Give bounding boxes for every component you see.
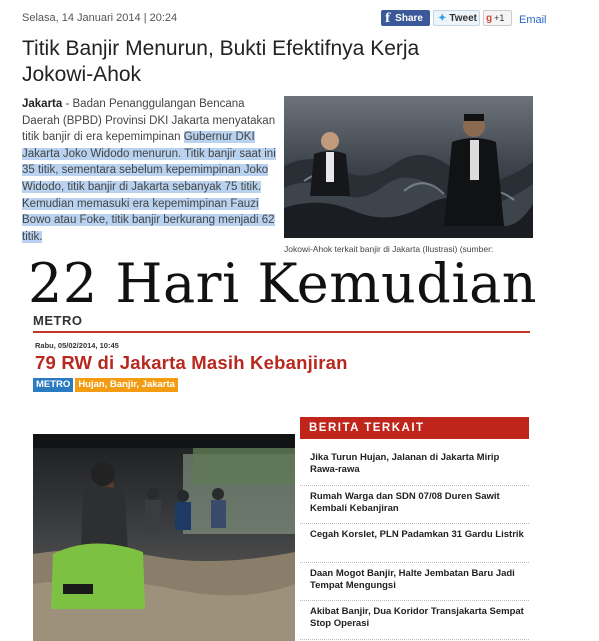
share-bar: [381, 9, 547, 27]
flood-illustration-image: [284, 96, 533, 238]
overlay-title: 22 Hari Kemudian: [28, 252, 538, 315]
google-plus-icon: g: [486, 12, 493, 24]
related-news-item[interactable]: Jika Turun Hujan, Jalanan di Jakarta Mirip Rawa-rawa: [300, 447, 529, 486]
related-news-item[interactable]: Cegah Korslet, PLN Padamkan 31 Gardu Listrik: [300, 524, 529, 563]
facebook-icon: f: [385, 11, 391, 25]
facebook-share-label: Share: [395, 12, 423, 24]
related-news-heading: BERITA TERKAIT: [300, 417, 529, 439]
section-label[interactable]: METRO: [33, 313, 83, 328]
article-body: [22, 96, 278, 245]
article-title: Titik Banjir Menurun, Bukti Efektifnya Kerja Jokowi-Ahok: [22, 37, 420, 86]
article-dateline: Selasa, 14 Januari 2014 | 20:24: [22, 12, 178, 24]
article-photo-caption: Jokowi-Ahok terkait banjir di Jakarta (Ilustrasi) (sumber:: [284, 244, 494, 254]
section-divider: [33, 331, 530, 333]
tweet-button[interactable]: [433, 10, 480, 26]
article-body-highlighted: Gubernur DKI Jakarta Joko Widodo menurun. Titik banjir saat ini 35 titik, sementara sebelum kepemimpinan Joko Widodo, titik banjir di Jakarta sebanyak 75 titik. Kemudian memasuki era kepemimpinan Fauzi Bowo atau Foke, titik banjir berkurang menjadi 62 titik.: [22, 131, 276, 243]
tweet-label: Tweet: [449, 12, 477, 24]
twitter-bird-icon: ✦: [438, 12, 447, 24]
article-location: Jakarta: [22, 98, 63, 110]
article-tags: [33, 378, 178, 392]
tag-topics[interactable]: Hujan, Banjir, Jakarta: [75, 378, 178, 392]
related-news-item[interactable]: Rumah Warga dan SDN 07/08 Duren Sawit Kembali Kebanjiran: [300, 486, 529, 525]
google-plus-button[interactable]: [483, 10, 512, 26]
flooded-tunnel-image: [33, 434, 295, 641]
article-photo: [284, 96, 533, 238]
article-body-intro: - Badan Penanggulangan Bencana Daerah (BPBD) Provinsi DKI Jakarta menyatakan titik banjir di era kepemimpinan: [22, 98, 276, 144]
google-plus-label: +1: [494, 13, 505, 23]
metro-article-photo: [33, 434, 295, 641]
metro-article-title[interactable]: 79 RW di Jakarta Masih Kebanjiran: [35, 352, 348, 373]
related-news-item[interactable]: Daan Mogot Banjir, Halte Jembatan Baru Jadi Tempat Mengungsi: [300, 563, 529, 602]
metro-article-date: Rabu, 05/02/2014, 10:45: [35, 341, 119, 350]
email-link[interactable]: Email: [519, 13, 547, 26]
related-news-item[interactable]: Akibat Banjir, Dua Koridor Transjakarta Sempat Stop Operasi: [300, 601, 529, 640]
facebook-share-button[interactable]: [381, 10, 430, 26]
tag-section[interactable]: METRO: [33, 378, 73, 392]
related-news-list: [300, 447, 529, 640]
